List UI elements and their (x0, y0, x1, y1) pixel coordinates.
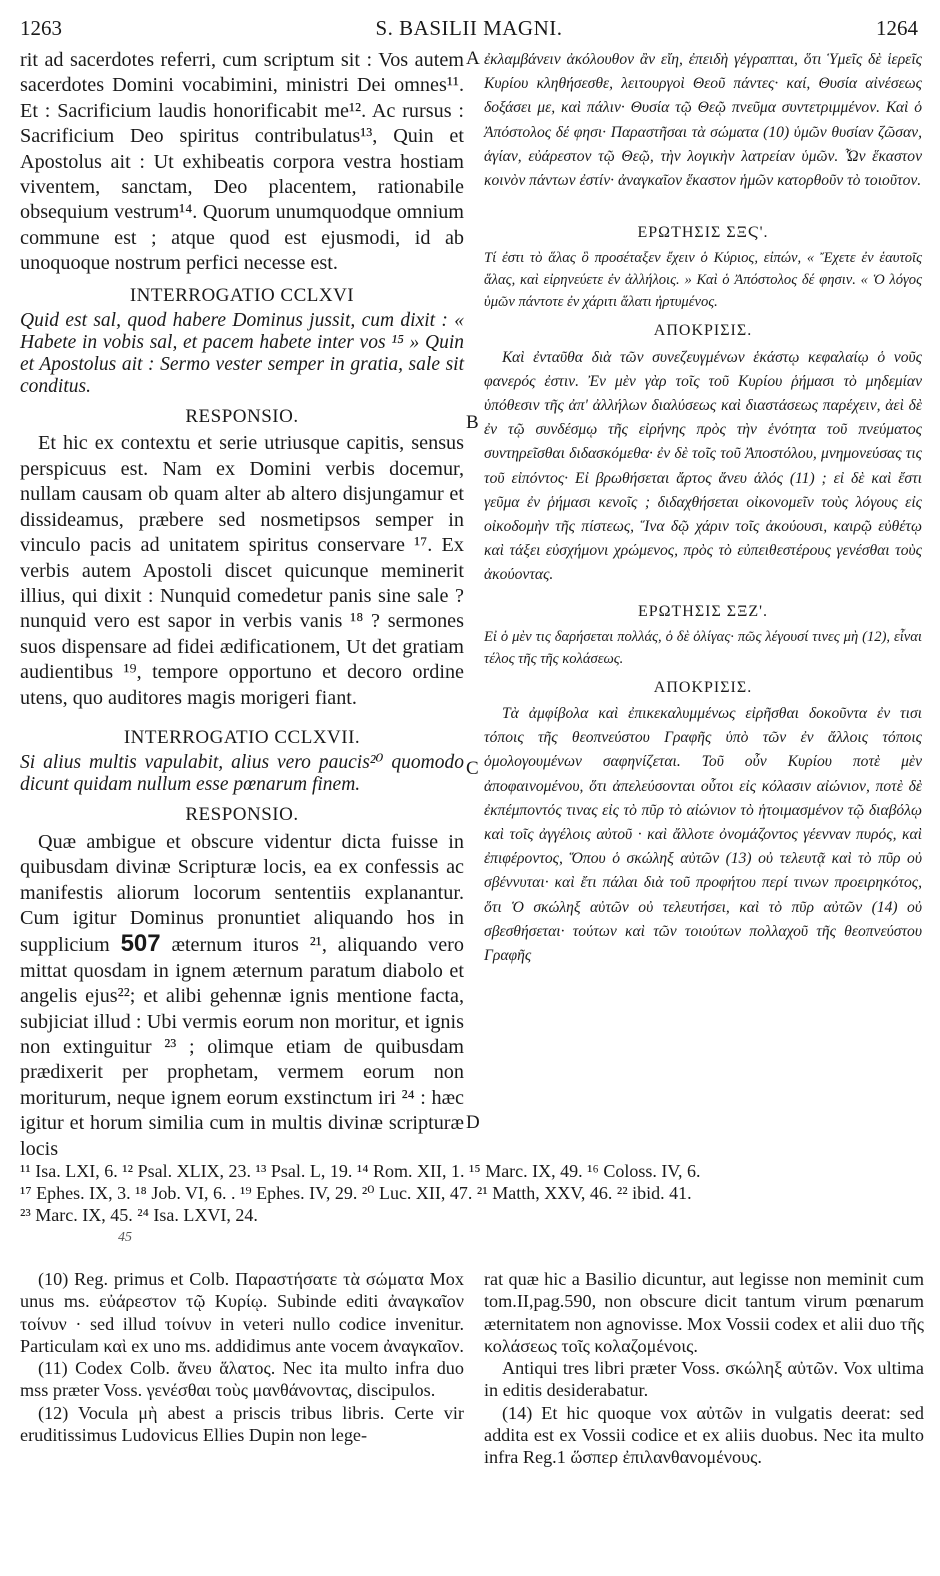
greek-paragraph-1: ἐκλαμβάνειν ἀκόλουθον ἂν εἴη, ἐπειδὴ γέγραπται, ὅτι Ὑμεῖς δὲ ἱερεῖς Κυρίου κληθήσεσθε, λειτουργοὶ Θεοῦ πάντες· καί, Θυσία αἰνέσεως δοξάσει με, καὶ πάλιν· Θυσία τῷ Θεῷ πνεῦμα συντετριμμένον. Καὶ ὁ Ἀπόστολος δέ φησι· Παραστῆσαι τὰ σώματα (10) ὑμῶν θυσίαν ζῶσαν, ἁγίαν, εὐάρεστον τῷ Θεῷ, τὴν λογικὴν λατρείαν ὑμῶν. Ὧν ἕκαστον κοινὸν πάντων ἐστίν· ἀναγκαῖον ἕκαστον ἡμῶν κατορθοῦν τὸ τοιοῦτον. (484, 51, 922, 190)
latin-question-267: Si alius multis vapulabit, alius vero paucis²⁰ quomodo dicunt quidam nullum esse pœnarum finem. (20, 752, 464, 796)
scripture-references (20, 1160, 920, 1226)
section-marker-c: C (466, 758, 479, 779)
section-marker-b: B (466, 412, 479, 433)
critical-notes-left (20, 1268, 464, 1446)
reference-line-1: ¹¹ Isa. LXI, 6. ¹² Psal. XLIX, 23. ¹³ Psal. L, 19. ¹⁴ Rom. XII, 1. ¹⁵ Marc. IX, 49. ¹⁶ Coloss. IV, 6. (20, 1161, 701, 1181)
greek-response-heading-267: ΑΠΟΚΡΙΣΙΣ. (653, 678, 753, 696)
greek-response-heading-266: ΑΠΟΚΡΙΣΙΣ. (653, 322, 753, 340)
migne-page-marker: 507 (120, 930, 161, 958)
left-page-number: 1263 (20, 16, 62, 40)
note-14: (14) Et hic quoque vox αὐτῶν in vulgatis deerat: sed addita est ex Vossii codice et ex aliis duobus. Nec ita multo infra Reg.1 ὥσπερ ἐπιλανθανομένους. (484, 1402, 924, 1468)
latin-response-heading-266: RESPONSIO. (185, 406, 299, 428)
note-13: Antiqui tres libri præter Voss. σκώληξ αὐτῶν. Vox ultima in editis desiderabatur. (484, 1358, 924, 1401)
note-12-continued: rat quæ hic a Basilio dicuntur, aut legisse non meminit cum tom.II,pag.590, non obscure dicit tantum virum pœnarum æternitatem non agnovisse. Mox Vossii codex et alii duo τῆς κολάσεως τοῖς κολαζομένοις. (484, 1269, 924, 1356)
greek-paragraph-2: Καὶ ἐνταῦθα διὰ τῶν συνεζευγμένων ἑκάστῳ κεφαλαίῳ ὁ νοῦς φανερός ἐστιν. Ἐν μὲν γὰρ τοῖς τοῦ Κυρίου ῥήμασι τὸ μηδεμίαν ὑπόθεσιν τῆς ἀπ' ἀλλήλων διαλύσεως καὶ διαστάσεως παρέχειν, ἀεὶ δὲ ἐν τῷ συνδέσμῳ τῆς εἰρήνης πρὸς τὴν ἑνότητα τοῦ πνεύματος συντηρεῖσθαι διδασκόμεθα· ἐν δὲ τοῖς τοῦ Ἀποστόλου, μνημονεύσας τις τοῦ εἰπόντος· Εἰ βρωθήσεται ἄρτος ἄνευ ἁλός (11) ; εἰ δὲ καὶ ἔστι γεῦμα ἐν ῥήμασι κενοῖς ; διδαχθήσεται οἰκονομεῖν τοὺς λόγους εἰς οἰκοδομὴν τῆς πίστεως, Ἵνα δῷ χάριν τοῖς ἀκούουσι, καιρῷ εὐθέτῳ καὶ τάξει εὐσχήμονι χρώμενος, πρὸς τὸ εὐπειθεστέρους γενέσθαι τοὺς ἀκούοντας. (484, 348, 922, 584)
latin-paragraph-2: Et hic ex contextu et serie utriusque capitis, sensus perspicuus est. Nam ex Domini verbis docemur, nullam causam ob quam alter ab altero disjungamur et dissideamus, præbere sed nosmetipsos semper in vinculo pacis ad unitatem spiritus conservare ¹⁷. Ex verbis autem Apostoli discet quicunque meminerit illius, qui dixit : Nunquid comedetur panis sine sale ? nunquid vero est sapor in verbis vanis ¹⁸ ? sermones suos dispensare ad fidei ædificationem, Ut det gratiam audientibus ¹⁹, tempore opportuno et decoro ordine utens, quo auditores magis morigeri fiant. (20, 432, 464, 709)
handwritten-annotation: 45 (118, 1230, 132, 1245)
greek-question-266: Τί ἐστι τὸ ἅλας ὃ προσέταξεν ἔχειν ὁ Κύριος, εἰπών, « Ἔχετε ἐν ἑαυτοῖς ἅλας, καὶ εἰρηνεύετε ἐν ἀλλήλοις. » Καὶ ὁ Ἀπόστολος δέ φησιν. « Ὁ λόγος ὑμῶν πάντοτε ἐν χάριτι ἅλατι ἠρτυμένος. (484, 250, 922, 311)
latin-paragraph-3a: Quæ ambigue et obscure videntur dicta fuisse in quibusdam divinæ Scripturæ locis, ea ex confessis ac manifestis aliorum locorum sententiis explanantur. Cum igitur Dominus pronuntiet aliquando hos in supplicium (20, 830, 464, 957)
latin-response-heading-267: RESPONSIO. (185, 804, 299, 826)
greek-heading-266: ΕΡΩΤΗΣΙΣ ΣΞϚ'. (637, 224, 769, 242)
critical-notes-right (484, 1268, 924, 1469)
greek-heading-267: ΕΡΩΤΗΣΙΣ ΣΞΖ'. (637, 602, 769, 620)
section-marker-a: A (466, 48, 480, 69)
reference-line-3: ²³ Marc. IX, 45. ²⁴ Isa. LXVI, 24. (20, 1205, 258, 1225)
greek-question-267: Εἰ ὁ μὲν τις δαρήσεται πολλάς, ὁ δὲ ὀλίγας· πῶς λέγουσί τινες μὴ (12), εἶναι τέλος τῆς τῆς κολάσεως. (484, 628, 922, 667)
page-header (20, 16, 918, 46)
right-page-number: 1264 (876, 16, 918, 40)
running-title: S. BASILII MAGNI. (375, 16, 563, 40)
latin-column (20, 48, 464, 1162)
latin-paragraph-3 (20, 830, 464, 1162)
latin-question-266: Quid est sal, quod habere Dominus jussit, cum dixit : « Habete in vobis sal, et pacem habete inter vos ¹⁵ » Quin et Apostolus ait : Sermo vester semper in gratia, sale sit conditus. (20, 310, 464, 398)
note-12: (12) Vocula μὴ abest a priscis tribus libris. Certe vir eruditissimus Ludovicus Ellies Dupin non lege- (20, 1402, 464, 1446)
latin-paragraph-3b: æternum ituros ²¹, aliquando vero mittat quosdam in ignem æternum paratum diabolo et angelis ejus²²; et alibi gehennæ ignis mentione facta, subjiciat illud : Ubi vermis eorum non moritur, et ignis non extinguitur ²³ ; olimque etiam de quibusdam prædixerit per prophetam, vermem eorum non moriturum, neque ignem eorum exstinctum iri ²⁴ : hæc igitur et horum similia cum in multis divinæ scripturæ locis (20, 934, 464, 1160)
latin-heading-266: INTERROGATIO CCLXVI (129, 284, 355, 306)
latin-paragraph-1: rit ad sacerdotes referri, cum scriptum sit : Vos autem sacerdotes Domini vocabimini, ministri Dei omnes¹¹. Et : Sacrificium laudis honorificabit me¹². Ac rursus : Sacrificium Deo spiritus contribulatus¹³, Quin et Apostolus ait : Ut exhibeatis corpora vestra hostiam viventem, sanctam, Deo placentem, rationabile obsequium vestrum¹⁴. Quorum unumquodque omnium commune est ; atque quod est ejusmodi, id ab unoquoque nostrum perfici necesse est. (20, 49, 464, 275)
latin-heading-267: INTERROGATIO CCLXVII. (123, 726, 361, 748)
greek-column (484, 48, 922, 968)
note-11: (11) Codex Colb. ἄνευ ἅλατος. Nec ita multo infra duo mss præter Voss. γενέσθαι τοὺς μανθάνοντας, discipulos. (20, 1358, 464, 1401)
note-10: (10) Reg. primus et Colb. Παραστήσατε τὰ σώματα Mox unus ms. εὐάρεστον τῷ Κυρίῳ. Subinde editi ἀναγκαῖον τοίνυν · sed illud τοίνυν in veteri nullo codice invenitur. Particulam καὶ ex uno ms. addidimus ante vocem ἀναγκαῖον. (20, 1269, 464, 1356)
section-marker-d: D (466, 1112, 480, 1133)
reference-line-2: ¹⁷ Ephes. IX, 3. ¹⁸ Job. VI, 6. . ¹⁹ Ephes. IV, 29. ²⁰ Luc. XII, 47. ²¹ Matth, XXV, 46. ²² ibid. 41. (20, 1183, 692, 1203)
greek-paragraph-3: Τὰ ἀμφίβολα καὶ ἐπικεκαλυμμένως εἰρῆσθαι δοκοῦντα ἐν τισι τόποις τῆς θεοπνεύστου Γραφῆς ὑπὸ τῶν ἐν ἄλλοις τόποις ὁμολογουμένων σαφηνίζεται. Τοῦ οὖν Κυρίου ποτὲ μὲν ἀποφαινομένου, ὅτι ἀπελεύσονται οὗτοι εἰς κόλασιν αἰώνιον, ποτὲ δὲ ἐκπέμποντός τινας εἰς τὸ πῦρ τὸ αἰώνιον τὸ ἡτοιμασμένον τῷ διαβόλῳ καὶ τοῖς ἀγγέλοις αὐτοῦ · καὶ ἄλλοτε ὀνομάζοντος γέενναν πυρός, καὶ ἐπιφέροντος, Ὅπου ὁ σκώληξ αὐτῶν (13) οὐ τελευτᾷ καὶ τὸ πῦρ οὐ σβέννυται· καὶ ἔτι πάλαι διὰ τοῦ προφήτου περί τινων προειρηκότος, ὅτι Ὁ σκώληξ αὐτῶν οὐ τελευτήσει, καὶ τὸ πῦρ αὐτῶν (14) οὐ σβεσθήσεται· τούτων καὶ τῶν τοιούτων πολλαχοῦ τῆς θεοπνεύστου Γραφῆς (484, 705, 922, 965)
